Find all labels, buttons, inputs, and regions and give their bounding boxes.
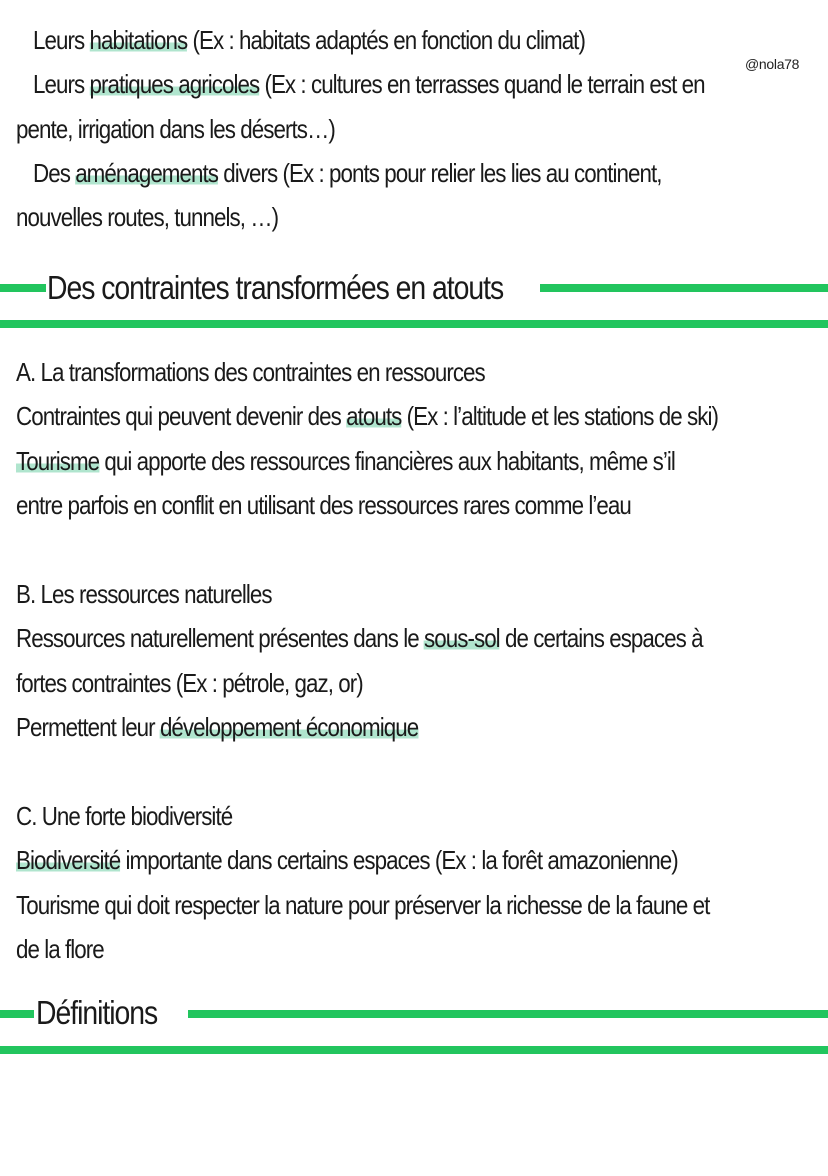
part-a-line-1 xyxy=(16,399,719,433)
highlighted-keyword: aménagements xyxy=(75,158,218,188)
intro-line-2 xyxy=(33,67,708,101)
part-a-line-2 xyxy=(16,444,706,478)
section-underline xyxy=(0,1046,828,1054)
text: Leurs xyxy=(33,69,90,99)
highlighted-keyword: Tourisme xyxy=(16,446,100,476)
intro-line-1 xyxy=(33,23,708,57)
part-c-heading: C. Une forte biodiversité xyxy=(16,801,233,831)
section-bar-left xyxy=(0,1010,34,1018)
text: (Ex : cultures en terrasses quand le terrain est en xyxy=(259,69,705,99)
part-c-line-3: de la flore xyxy=(16,934,104,964)
text: (Ex : habitats adaptés en fonction du climat) xyxy=(187,25,585,55)
part-a-heading: A. La transformations des contraintes en ressources xyxy=(16,357,485,387)
part-b-line-3 xyxy=(16,710,706,744)
section-bar-right xyxy=(540,284,828,292)
part-c-line-1 xyxy=(16,843,706,877)
section-underline xyxy=(0,320,828,328)
text: qui apporte des ressources financières aux habitants, même s’il xyxy=(99,446,675,476)
highlighted-keyword: développement économique xyxy=(159,712,419,742)
part-b-line-2: fortes contraintes (Ex : pétrole, gaz, or) xyxy=(16,668,363,698)
section-bar-left xyxy=(0,284,46,292)
part-b-heading: B. Les ressources naturelles xyxy=(16,579,272,609)
part-c-line-2: Tourisme qui doit respecter la nature pour préserver la richesse de la faune et xyxy=(16,890,710,920)
section-title: Définitions xyxy=(36,994,158,1031)
intro-line-5: nouvelles routes, tunnels, …) xyxy=(16,202,279,232)
text: Permettent leur xyxy=(16,712,160,742)
highlighted-keyword: pratiques agricoles xyxy=(89,69,260,99)
text: (Ex : l’altitude et les stations de ski) xyxy=(401,401,719,431)
intro-line-4 xyxy=(33,156,708,190)
section-title: Des contraintes transformées en atouts xyxy=(47,269,504,306)
text: importante dans certains espaces (Ex : la forêt amazonienne) xyxy=(120,845,678,875)
highlighted-keyword: habitations xyxy=(89,25,188,55)
text: Leurs xyxy=(33,25,90,55)
highlighted-keyword: Biodiversité xyxy=(16,845,121,875)
text: Contraintes qui peuvent devenir des xyxy=(16,401,347,431)
part-a-line-3: entre parfois en conflit en utilisant des ressources rares comme l’eau xyxy=(16,490,631,520)
highlighted-keyword: sous-sol xyxy=(424,623,500,653)
section-bar-right xyxy=(188,1010,828,1018)
highlighted-keyword: atouts xyxy=(346,401,402,431)
text: de certains espaces à xyxy=(499,623,703,653)
watermark: @nola78 xyxy=(745,56,800,72)
intro-line-3: pente, irrigation dans les déserts…) xyxy=(16,114,335,144)
text: divers (Ex : ponts pour relier les lies au continent, xyxy=(217,158,662,188)
part-b-line-1 xyxy=(16,621,706,655)
text: Ressources naturellement présentes dans le xyxy=(16,623,425,653)
text: Des xyxy=(33,158,76,188)
